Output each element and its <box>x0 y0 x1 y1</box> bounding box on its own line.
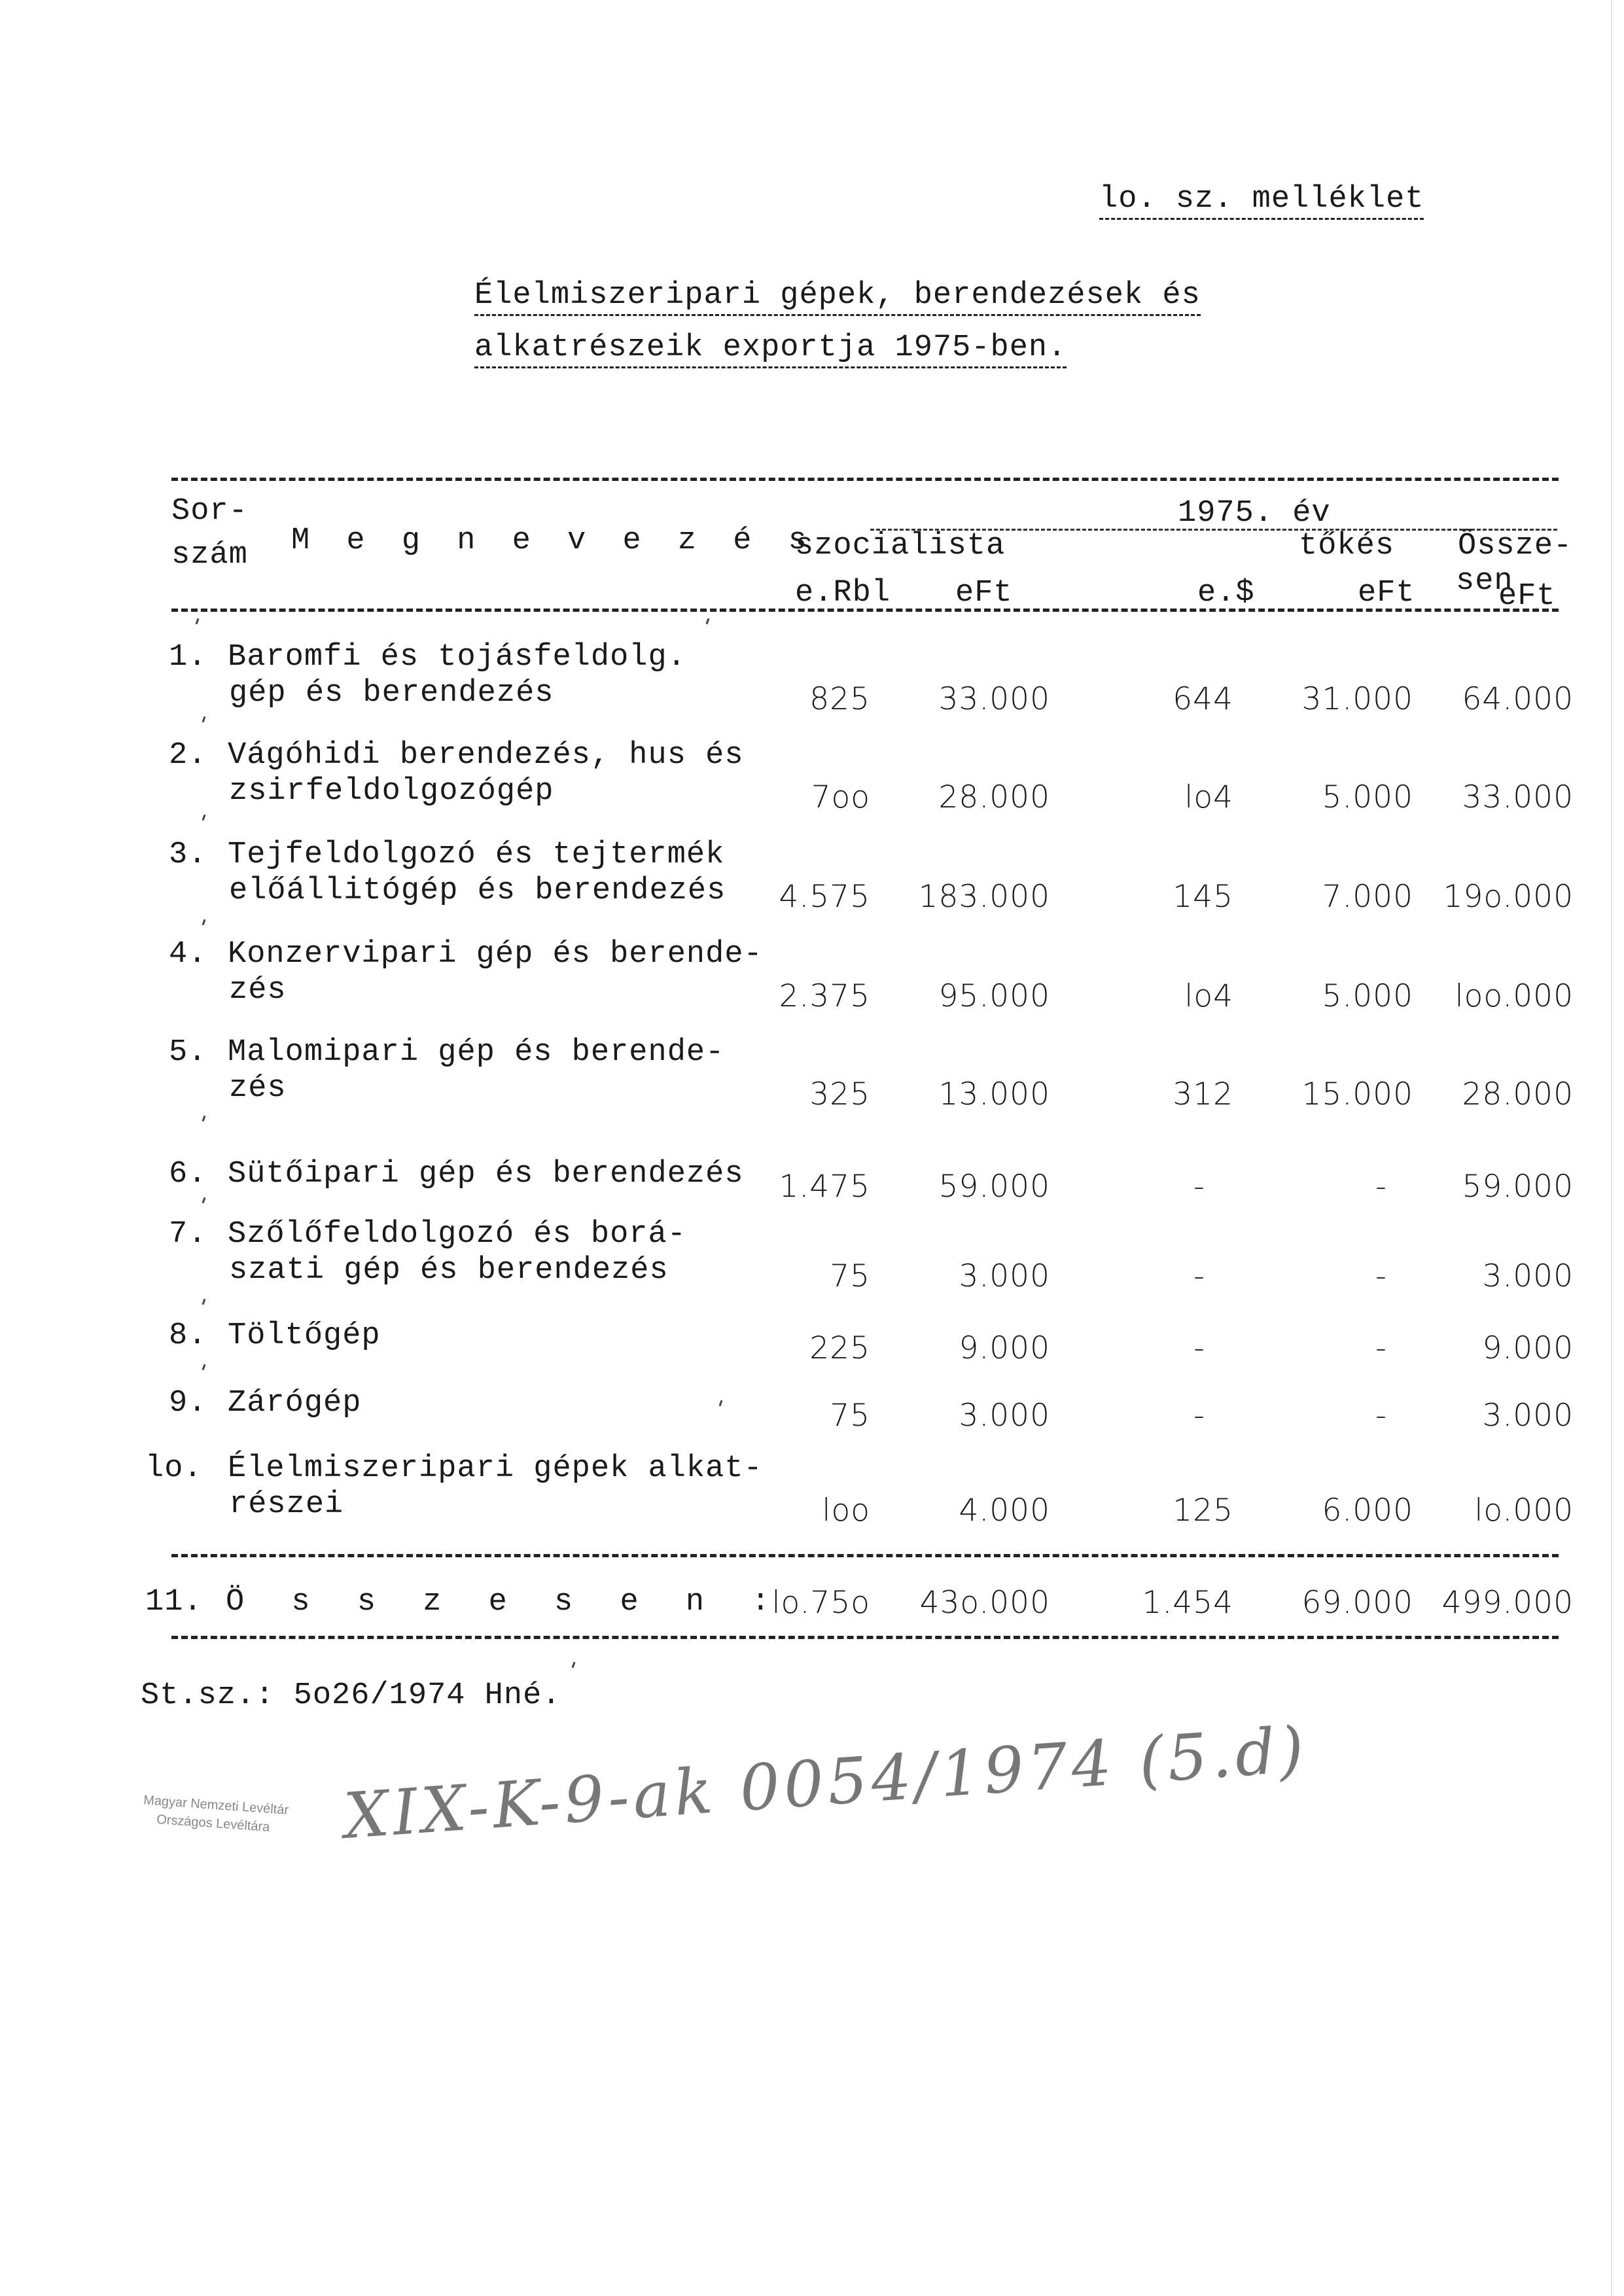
total-osszesen: 499.000 <box>1441 1585 1574 1621</box>
row-szoc-e-rbl: 4.575 <box>779 879 870 915</box>
row-osszesen: 3.000 <box>1482 1398 1574 1434</box>
row-name-line-1: Vágóhidi berendezés, hus és <box>228 738 744 773</box>
row-szoc-e-rbl: loo <box>822 1492 870 1528</box>
row-number: 7. <box>169 1217 207 1252</box>
row-szoc-e-rbl: 7oo <box>811 779 870 815</box>
total-e-rbl: lo.75o <box>771 1585 870 1621</box>
table-total-rule <box>171 1554 1559 1557</box>
header-sor: Sor- <box>171 494 248 529</box>
row-szoc-e-rbl: 75 <box>830 1258 870 1294</box>
header-szam: szám <box>171 538 248 573</box>
row-tokes-e-usd: - <box>1193 1330 1205 1366</box>
table-header-rule <box>171 609 1559 612</box>
row-osszesen: loo.000 <box>1455 978 1574 1014</box>
row-tokes-e-usd: 312 <box>1173 1076 1233 1112</box>
header-szocialista: szocialista <box>795 529 1006 563</box>
archive-stamp-line-2: Országos Levéltára <box>156 1812 271 1835</box>
scan-speck <box>202 1116 206 1122</box>
row-number: 3. <box>169 838 207 872</box>
row-number: 5. <box>169 1035 207 1070</box>
row-number: 8. <box>169 1318 207 1353</box>
row-tokes-eft: 6.000 <box>1322 1492 1413 1528</box>
row-osszesen: 33.000 <box>1462 779 1574 815</box>
header-year: 1975. év <box>1178 496 1331 531</box>
row-szoc-e-rbl: 75 <box>830 1398 870 1434</box>
scan-speck <box>202 1299 206 1305</box>
reference-number: St.sz.: 5o26/1974 Hné. <box>141 1678 561 1713</box>
row-szoc-eft: 3.000 <box>959 1398 1050 1434</box>
row-name-line-1: Sütőipari gép és berendezés <box>228 1157 744 1192</box>
row-name-line-1: Zárógép <box>228 1386 362 1421</box>
row-name-line-2: gép és berendezés <box>229 676 554 711</box>
header-tokes-eft: eFt <box>1358 576 1415 610</box>
row-osszesen: lo.000 <box>1474 1492 1574 1528</box>
document-title-line-1: Élelmiszeripari gépek, berendezések és <box>474 278 1201 316</box>
document-title-line-2: alkatrészeik exportja 1975-ben. <box>474 330 1067 368</box>
row-szoc-eft: 95.000 <box>938 978 1050 1014</box>
row-osszesen: 9.000 <box>1482 1330 1574 1366</box>
header-megnevezes: M e g n e v e z é s <box>291 523 816 558</box>
row-tokes-eft: 5.000 <box>1322 779 1413 815</box>
archive-stamp <box>141 1791 289 1837</box>
row-szoc-eft: 33.000 <box>938 681 1050 717</box>
row-name-line-1: Tejfeldolgozó és tejtermék <box>228 838 725 872</box>
header-osszesen-2: sen <box>1456 564 1513 599</box>
row-name-line-2: szati gép és berendezés <box>229 1253 669 1288</box>
row-number: lo. <box>145 1451 203 1486</box>
row-tokes-eft: - <box>1375 1169 1387 1205</box>
scan-speck <box>202 1364 206 1370</box>
row-tokes-eft: 31.000 <box>1301 681 1413 717</box>
header-e-rbl: e.Rbl <box>795 576 891 610</box>
total-row-number: 11. <box>145 1585 203 1619</box>
row-tokes-e-usd: 644 <box>1173 681 1233 717</box>
row-tokes-e-usd: 145 <box>1173 879 1233 915</box>
row-szoc-e-rbl: 225 <box>809 1330 870 1366</box>
archive-signature-reference: XIX-K-9-ak 0054/1974 (5.d) <box>342 1712 1311 1853</box>
annex-label: lo. sz. melléklet <box>1099 182 1424 220</box>
scan-speck <box>719 1400 723 1406</box>
row-osszesen: 3.000 <box>1482 1258 1574 1294</box>
total-e-usd: 1.454 <box>1142 1585 1233 1621</box>
scan-speck <box>706 618 710 624</box>
row-name-line-1: Szőlőfeldolgozó és borá- <box>228 1217 686 1252</box>
table-bottom-rule <box>171 1636 1559 1639</box>
row-name-line-2: zsirfeldolgozógép <box>229 774 554 809</box>
row-osszesen: 19o.000 <box>1443 879 1574 915</box>
row-tokes-e-usd: lo4 <box>1184 978 1233 1014</box>
scan-speck <box>202 716 206 722</box>
total-row-label: Ö s s z e s e n : <box>226 1585 785 1619</box>
total-szoc-eft: 43o.000 <box>919 1585 1050 1621</box>
scan-speck <box>196 618 200 624</box>
row-szoc-e-rbl: 2.375 <box>779 978 870 1014</box>
row-szoc-eft: 183.000 <box>918 879 1050 915</box>
header-e-usd: e.$ <box>1197 576 1255 610</box>
header-tokes: tőkés <box>1299 529 1395 563</box>
row-osszesen: 28.000 <box>1462 1076 1574 1112</box>
row-name-line-1: Konzervipari gép és berende- <box>228 937 763 972</box>
row-number: 6. <box>169 1157 207 1192</box>
row-name-line-2: részei <box>229 1487 344 1522</box>
scan-speck <box>202 919 206 925</box>
scan-speck <box>202 1197 206 1203</box>
row-name-line-2: előállitógép és berendezés <box>229 874 726 908</box>
scan-speck <box>572 1662 576 1668</box>
row-tokes-eft: 5.000 <box>1322 978 1413 1014</box>
row-tokes-eft: 15.000 <box>1301 1076 1413 1112</box>
row-szoc-eft: 28.000 <box>938 779 1050 815</box>
row-name-line-1: Töltőgép <box>228 1318 381 1353</box>
row-number: 9. <box>169 1386 207 1421</box>
row-tokes-eft: - <box>1375 1330 1387 1366</box>
row-szoc-eft: 3.000 <box>959 1258 1050 1294</box>
row-tokes-e-usd: - <box>1193 1398 1205 1434</box>
scan-edge <box>1611 0 1612 2296</box>
row-name-line-2: zés <box>229 1071 287 1106</box>
row-szoc-eft: 4.000 <box>959 1492 1050 1528</box>
row-name-line-1: Baromfi és tojásfeldolg. <box>228 640 686 675</box>
row-tokes-e-usd: - <box>1193 1258 1205 1294</box>
row-szoc-eft: 59.000 <box>938 1169 1050 1205</box>
row-number: 1. <box>169 640 207 675</box>
row-number: 2. <box>169 738 207 773</box>
row-szoc-eft: 9.000 <box>959 1330 1050 1366</box>
row-tokes-e-usd: 125 <box>1173 1492 1233 1528</box>
table-top-rule <box>171 478 1559 481</box>
row-tokes-eft: - <box>1375 1258 1387 1294</box>
row-szoc-eft: 13.000 <box>938 1076 1050 1112</box>
header-osszesen-eft: eFt <box>1498 579 1556 614</box>
header-szoc-eft: eFt <box>955 576 1013 610</box>
archive-stamp-line-1: Magyar Nemzeti Levéltár <box>143 1793 289 1818</box>
row-szoc-e-rbl: 825 <box>809 681 870 717</box>
row-name-line-1: Malomipari gép és berende- <box>228 1035 725 1070</box>
row-tokes-eft: - <box>1375 1398 1387 1434</box>
total-tokes-eft: 69.000 <box>1301 1585 1413 1621</box>
row-name-line-2: zés <box>229 973 287 1008</box>
row-tokes-e-usd: lo4 <box>1184 779 1233 815</box>
header-osszesen-1: Össze- <box>1458 529 1573 563</box>
row-number: 4. <box>169 937 207 972</box>
scan-speck <box>202 815 206 821</box>
row-name-line-1: Élelmiszeripari gépek alkat- <box>228 1451 763 1486</box>
row-tokes-e-usd: - <box>1193 1169 1205 1205</box>
row-szoc-e-rbl: 1.475 <box>779 1169 870 1205</box>
row-osszesen: 64.000 <box>1462 681 1574 717</box>
row-osszesen: 59.000 <box>1462 1169 1574 1205</box>
row-szoc-e-rbl: 325 <box>809 1076 870 1112</box>
row-tokes-eft: 7.000 <box>1322 879 1413 915</box>
